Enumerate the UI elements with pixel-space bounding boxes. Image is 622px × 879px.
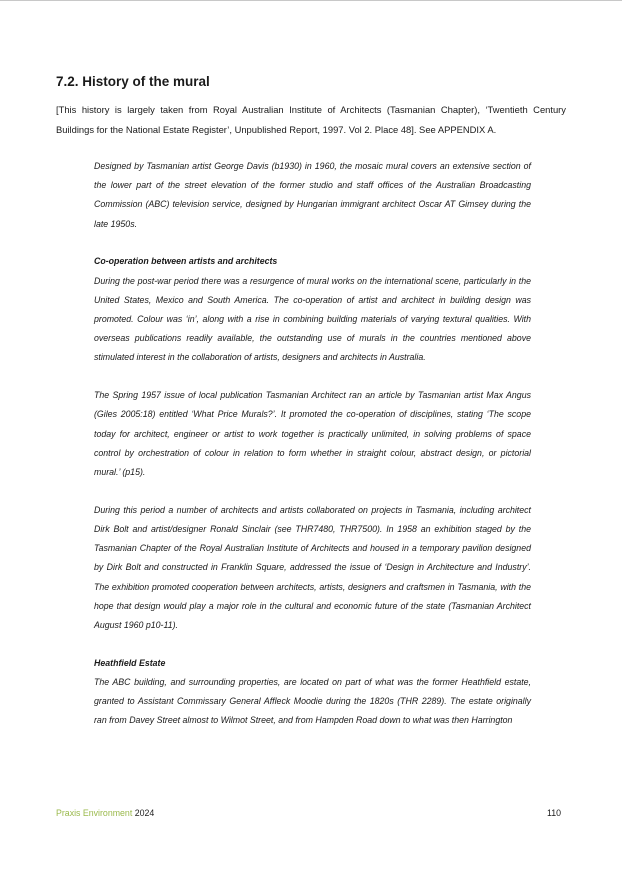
block-quote — [94, 157, 531, 731]
source-note: [This history is largely taken from Royal Australian Institute of Architects (Tasmanian Chapter), ‘Twentieth Century Buildings for the National Estate Register’, Unpublished Report, 1997. Vol 2. Place 48]. See APPENDIX A. — [56, 104, 566, 135]
quote-paragraph-2: During the post-war period there was a resurgence of mural works on the international scene, particularly in the United States, Mexico and South America. The co-operation of artist and architect in building design was promoted. Colour was ‘in’, along with a rise in combining building materials of varying textural qualities. With overseas publications readily available, the outstanding use of murals in the countries mentioned above stimulated interest in the collaboration of artists, designers and architects in Australia. — [94, 275, 531, 363]
quote-paragraph-3: The Spring 1957 issue of local publication Tasmanian Architect ran an article by Tasmanian artist Max Angus (Giles 2005:18) entitled ‘What Price Murals?’. It promoted the co-operation of disciplines, stating ‘The scope today for architect, engineer or artist to work together is practically unlimited, in solving problems of space control by orchestration of colour in relation to form whether in straight colour, abstract design, or pictorial mural.’ (p15). — [94, 390, 531, 478]
heading-heathfield: Heathfield Estate — [94, 657, 166, 668]
footer-year: 2024 — [132, 808, 155, 818]
footer-brand-name: Praxis Environment — [56, 808, 133, 818]
quote-paragraph-4: During this period a number of architects and artists collaborated on projects in Tasmania, including architect Dirk Bolt and artist/designer Ronald Sinclair (see THR7480, THR7500). In 1958 an exhibition staged by the Tasmanian Chapter of the Royal Australian Institute of Architects and housed in a temporary pavilion designed by Dirk Bolt and constructed in Franklin Square, addressed the issue of ‘Design in Architecture and Industry’. The exhibition promoted cooperation between architects, artists, designers and craftsmen in Tasmania, with the hope that design would play a major role in the cultural and economic future of the state (Tasmanian Architect August 1960 p10-11). — [94, 504, 531, 631]
quote-paragraph-1: Designed by Tasmanian artist George Davis (b1930) in 1960, the mosaic mural covers an extensive section of the lower part of the street elevation of the former studio and staff offices of the Australian Broadcasting Commission (ABC) television service, designed by Hungarian immigrant architect Oscar AT Gimsey during the late 1950s. — [94, 161, 531, 229]
quote-paragraph-5: The ABC building, and surrounding properties, are located on part of what was the former Heathfield estate, granted to Assistant Commissary General Affleck Moodie during the 1820s (THR 2289). The estate originally ran from Davey Street almost to Wilmot Street, and from Hampden Road down to what was then Harrington — [94, 677, 531, 726]
footer-brand — [56, 808, 154, 818]
page-number: 110 — [546, 808, 561, 818]
section-title: 7.2. History of the mural — [56, 74, 210, 89]
heading-cooperation: Co-operation between artists and architects — [94, 256, 278, 267]
